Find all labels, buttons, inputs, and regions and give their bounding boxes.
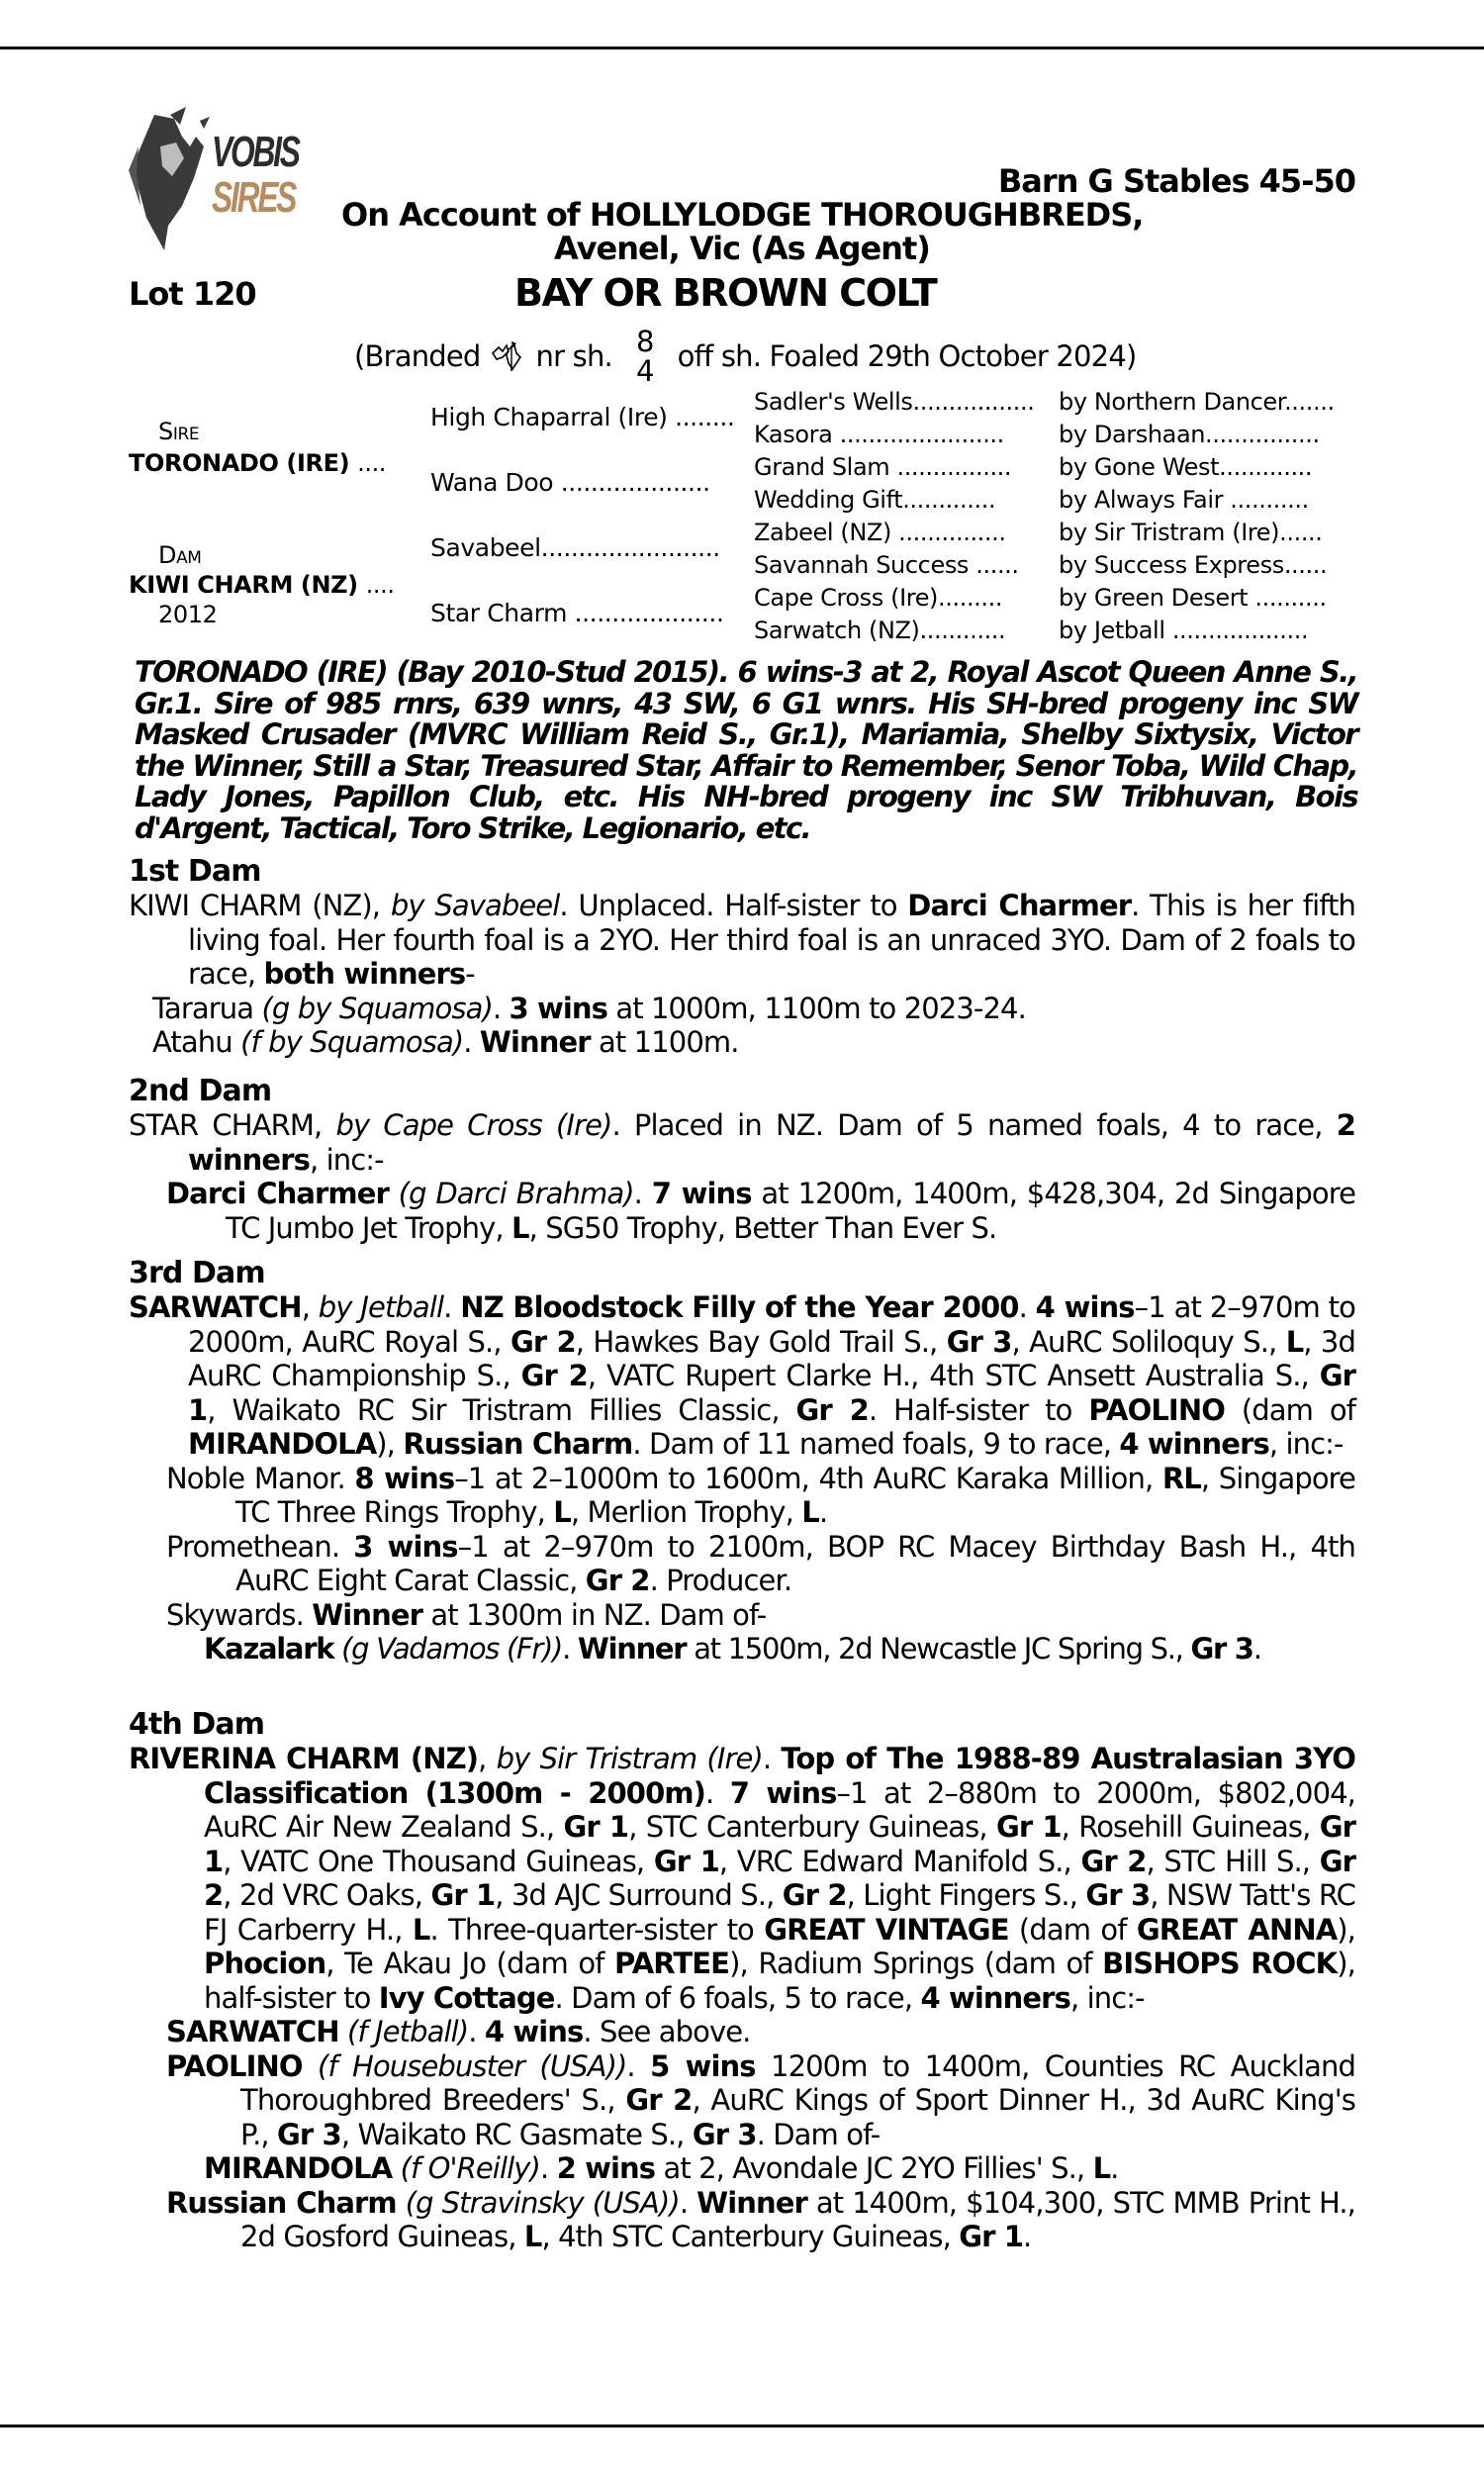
dam-label: Dam xyxy=(158,541,202,569)
text: at 1100m. xyxy=(590,1025,739,1059)
text: , Light Fingers S., xyxy=(846,1878,1086,1912)
progeny-entry xyxy=(129,1598,1355,1633)
fourth-dam-paragraph xyxy=(129,1742,1355,2015)
sire-dots: .... xyxy=(357,449,387,477)
logo-word-sires: SIRES xyxy=(212,173,296,222)
grandparent-6: Savannah Success ...... xyxy=(754,551,1019,579)
dam-year: 2012 xyxy=(158,601,218,628)
grade: Gr 2 xyxy=(625,2083,693,2117)
dam-sire: by Jetball xyxy=(318,1290,444,1324)
grade: Gr 2 xyxy=(782,1878,847,1912)
text: . xyxy=(468,2015,485,2048)
progeny-entry xyxy=(129,992,1355,1026)
dam-sire: by Savabeel xyxy=(390,889,560,922)
progeny-name: Russian Charm xyxy=(166,2185,397,2220)
progeny-name: PAOLINO xyxy=(166,2048,303,2083)
text: , Rosehill Guineas, xyxy=(1061,1810,1320,1844)
text: . Half-sister to xyxy=(868,1392,1089,1427)
bold-text: 7 wins xyxy=(729,1775,837,1810)
second-dam-paragraph: STAR CHARM, by Cape Cross (Ire). Placed in NZ. Dam of 5 named foals, 4 to race, 2 winners, inc:- xyxy=(129,1108,1355,1177)
text: . xyxy=(762,1742,782,1775)
progeny-entry xyxy=(129,1462,1355,1530)
progeny-name: SARWATCH xyxy=(166,2015,339,2048)
grade: Gr 3 xyxy=(692,2117,757,2151)
branded-prefix: (Branded xyxy=(354,339,481,373)
bold-text: 4 winners xyxy=(920,1980,1070,2015)
text: . xyxy=(492,991,510,1025)
text: , 3d AJC Surround S., xyxy=(495,1878,783,1912)
fourth-dam-section xyxy=(129,1708,1355,2254)
grade: Gr 2 xyxy=(510,1324,576,1359)
bold-text: 4 wins xyxy=(1035,1290,1135,1324)
text: ), Radium Springs (dam of xyxy=(729,1947,1103,1980)
text: . Placed in NZ. Dam of 5 named foals, 4 to race, xyxy=(611,1108,1337,1142)
third-dam-heading: 3rd Dam xyxy=(129,1256,265,1290)
text: , Hawkes Bay Gold Trail S., xyxy=(575,1324,947,1359)
text: , NSW Tatt's RC FJ Carberry H., xyxy=(204,1878,1355,1947)
text: . xyxy=(336,1461,355,1495)
grade: L xyxy=(523,2220,542,2253)
text: , inc:- xyxy=(309,1142,384,1177)
great-grandsire-5: by Sir Tristram (Ire)...... xyxy=(1059,519,1323,546)
grade: Gr 2 xyxy=(520,1359,588,1392)
text: . xyxy=(562,1632,578,1665)
text: . See above. xyxy=(583,2015,751,2048)
grand-progeny-entry xyxy=(129,1632,1355,1666)
progeny-entry xyxy=(129,2186,1355,2254)
grade: Gr 3 xyxy=(946,1324,1012,1359)
dam-sire: by Cape Cross (Ire) xyxy=(335,1108,612,1142)
vobis-sires-logo xyxy=(125,107,323,250)
bold-text: 3 wins xyxy=(509,991,608,1025)
bold-text: 2 wins xyxy=(556,2151,656,2185)
bold-text: 4 wins xyxy=(484,2015,584,2048)
progeny-name: Tararua xyxy=(152,991,254,1025)
grade: L xyxy=(412,1912,430,1947)
parent-3: Savabeel........................ xyxy=(430,533,720,562)
text: . xyxy=(295,1597,313,1632)
first-dam-heading: 1st Dam xyxy=(129,854,261,889)
sire-name-text: TORONADO (IRE) xyxy=(129,449,350,477)
horse-title: BAY OR BROWN COLT xyxy=(514,271,937,315)
text: , Singapore TC Three Rings Trophy, xyxy=(235,1461,1355,1529)
progeny-pedigree: (f Jetball) xyxy=(347,2015,469,2048)
grade: Gr 2 xyxy=(585,1564,650,1597)
brand-suffix-foaled: off sh. Foaled 29th October 2024) xyxy=(677,339,1137,373)
brand-near-shoulder: nr sh. xyxy=(535,339,612,373)
bold-name: Ivy Cottage xyxy=(378,1980,555,2015)
grade: Gr 1 xyxy=(430,1878,496,1912)
progeny-name: Promethean xyxy=(166,1529,331,1564)
great-grandsire-2: by Darshaan................ xyxy=(1059,421,1320,448)
progeny-entry xyxy=(129,1177,1355,1245)
bold-text: 2 winners xyxy=(188,1108,1355,1177)
grandparent-4: Wedding Gift............. xyxy=(754,486,996,514)
bold-name: Darci Charmer xyxy=(907,889,1132,922)
progeny-pedigree: (g by Squamosa) xyxy=(261,991,493,1025)
logo-word-vobis: VOBIS xyxy=(212,128,299,176)
text: , Waikato RC Gasmate S., xyxy=(340,2117,693,2151)
text: . xyxy=(1018,1290,1036,1324)
grandparent-1: Sadler's Wells................. xyxy=(754,388,1035,416)
bold-text: Winner xyxy=(479,1025,591,1059)
text: ), xyxy=(376,1427,404,1461)
text: –1 at 2–880m to 2000m, $802,004, AuRC Air New Zealand S., xyxy=(204,1775,1356,1844)
bold-name: PARTEE xyxy=(614,1947,730,1980)
progeny-pedigree: (f O'Reilly) xyxy=(400,2151,540,2185)
grade: Gr 1 xyxy=(188,1359,1355,1427)
sire-summary: TORONADO (IRE) (Bay 2010-Stud 2015). 6 wins-3 at 2, Royal Ascot Queen Anne S., Gr.1. Sire of 985 rnrs, 639 wnrs, 43 SW, 6 G1 wnrs. His SH-bred progeny inc SW Masked Crusader (MVRC William Reid S., Gr.1), Mariamia, Shelby Sixtysix, Victor the Winner, Still a Star, Treasured Star, Affair to Remember, Senor Toba, Wild Chap, Lady Jones, Papillon Club, etc. His NH-bred progeny inc SW Tribhuvan, Bois d'Argent, Tactical, Toro Strike, Legionario, etc. xyxy=(135,655,1357,845)
grandparent-8: Sarwatch (NZ)............ xyxy=(754,617,1006,644)
text: - xyxy=(465,957,475,991)
top-rule xyxy=(0,47,1484,49)
text: at 1400m, $104,300, STC MMB Print H., 2d Gosford Guineas, xyxy=(240,2185,1355,2253)
grandparent-3: Grand Slam ................ xyxy=(754,453,1012,481)
text: , 3d AuRC Championship S., xyxy=(188,1324,1355,1392)
text: at 1200m, 1400m, $428,304, 2d Singapore TC Jumbo Jet Trophy, xyxy=(226,1177,1356,1245)
parent-1: High Chaparral (Ire) ........ xyxy=(430,403,735,431)
grandparent-7: Cape Cross (Ire)......... xyxy=(754,584,1003,612)
text: , inc:- xyxy=(1069,1980,1145,2015)
text: , 4th STC Canterbury Guineas, xyxy=(541,2220,960,2253)
progeny-entry xyxy=(129,2049,1355,2152)
grade: L xyxy=(801,1495,819,1529)
bold-text: Winner xyxy=(312,1597,422,1632)
text: . xyxy=(705,1775,730,1810)
progeny-name: Noble Manor xyxy=(166,1461,337,1495)
text: . xyxy=(463,1025,480,1059)
text: , SG50 Trophy, Better Than Ever S. xyxy=(528,1210,997,1245)
great-grandsire-3: by Gone West............. xyxy=(1059,453,1313,481)
text: , AuRC Kings of Sport Dinner H., 3d AuRC King's P., xyxy=(240,2083,1355,2151)
text: . xyxy=(679,2185,697,2220)
text: . xyxy=(443,1290,461,1324)
bold-name: PAOLINO xyxy=(1088,1392,1225,1427)
grade: L xyxy=(511,1210,529,1245)
text: . xyxy=(818,1495,828,1529)
vendor-account: On Account of HOLLYLODGE THOROUGHBREDS, xyxy=(341,196,1144,234)
dam-sire: by Sir Tristram (Ire) xyxy=(496,1742,763,1775)
text: , 2d VRC Oaks, xyxy=(223,1878,431,1912)
grade: Gr 3 xyxy=(1085,1878,1151,1912)
text: . xyxy=(626,2048,651,2083)
text: (dam of xyxy=(1008,1912,1137,1947)
great-grandsire-1: by Northern Dancer....... xyxy=(1059,388,1335,416)
grand-progeny-entry xyxy=(129,2151,1355,2186)
lot-number: Lot 120 xyxy=(129,275,256,313)
bold-name: BISHOPS ROCK xyxy=(1102,1947,1338,1980)
parent-2: Wana Doo .................... xyxy=(430,468,710,497)
dam-name xyxy=(129,571,395,599)
third-dam-section xyxy=(129,1257,1355,1666)
grade: Gr 3 xyxy=(277,2117,341,2151)
text: , AuRC Soliloquy S., xyxy=(1011,1324,1286,1359)
bold-text: Winner xyxy=(696,2185,807,2220)
bold-name: GREAT VINTAGE xyxy=(764,1912,1009,1947)
text: . xyxy=(1252,1632,1261,1665)
text: ), half-sister to xyxy=(204,1947,1355,2015)
progeny-name: Atahu xyxy=(152,1025,232,1059)
grade: RL xyxy=(1161,1461,1201,1495)
text: , Te Akau Jo (dam of xyxy=(325,1947,615,1980)
bold-text: Top of The 1988-89 Australasian 3YO Classification (1300m - 2000m) xyxy=(204,1742,1355,1810)
progeny-name: Skywards xyxy=(166,1597,296,1632)
text: 1200m to 1400m, Counties RC Auckland Thoroughbred Breeders' S., xyxy=(240,2048,1356,2117)
text: . xyxy=(1023,2220,1032,2253)
progeny-name: Darci Charmer xyxy=(166,1177,389,1210)
grade: Gr 1 xyxy=(204,1810,1355,1878)
bold-text: 8 wins xyxy=(354,1461,455,1495)
progeny-entry xyxy=(129,1530,1355,1598)
text: , VRC Edward Manifold S., xyxy=(718,1844,1081,1878)
dam-name: SARWATCH xyxy=(129,1290,302,1324)
grade: L xyxy=(553,1495,571,1529)
bold-name: MIRANDOLA xyxy=(188,1427,377,1461)
text: . xyxy=(1110,2151,1119,2185)
bold-name: Russian Charm xyxy=(403,1427,633,1461)
bold-text: both winners xyxy=(263,957,466,991)
text: . Three-quarter-sister to xyxy=(429,1912,765,1947)
text: at 1300m in NZ. Dam of- xyxy=(422,1597,767,1632)
dam-name-text: KIWI CHARM (NZ) xyxy=(129,571,358,599)
grade: Gr 2 xyxy=(795,1392,869,1427)
brand-line xyxy=(354,327,1137,386)
great-grandsire-4: by Always Fair ........... xyxy=(1059,486,1309,514)
fourth-dam-heading: 4th Dam xyxy=(129,1707,265,1742)
text: . Dam of 11 named foals, 9 to race, xyxy=(632,1427,1120,1461)
first-dam-section xyxy=(129,855,1355,1060)
grade: Gr 2 xyxy=(204,1844,1356,1912)
grade: Gr 1 xyxy=(653,1844,719,1878)
great-grandsire-7: by Green Desert .......... xyxy=(1059,584,1327,612)
progeny-name: MIRANDOLA xyxy=(204,2151,393,2185)
progeny-pedigree: (g Stravinsky (USA)) xyxy=(405,2185,680,2220)
pedigree-table xyxy=(129,388,1375,647)
text: , Merlion Trophy, xyxy=(570,1495,802,1529)
brand-denominator: 4 xyxy=(635,354,654,388)
progeny-entry xyxy=(129,1025,1355,1060)
text: . xyxy=(330,1529,354,1564)
grade: Gr 1 xyxy=(563,1810,629,1844)
bold-text: 4 winners xyxy=(1119,1427,1269,1461)
parent-4: Star Charm .................... xyxy=(430,599,724,627)
dam-name: STAR CHARM xyxy=(129,1108,314,1142)
second-dam-section xyxy=(129,1075,1355,1245)
progeny-pedigree: (g Vadamos (Fr)) xyxy=(341,1632,563,1665)
text: . Dam of- xyxy=(756,2117,881,2151)
first-dam-paragraph: KIWI CHARM (NZ), by Savabeel. Unplaced. Half-sister to Darci Charmer. This is her fifth living foal. Her fourth foal is a 2YO. Her third foal is an unraced 3YO. Dam of 2 foals to race, both winners- xyxy=(129,889,1355,991)
text: , inc:- xyxy=(1268,1427,1344,1461)
bold-text: Winner xyxy=(577,1632,687,1665)
bold-text: NZ Bloodstock Filly of the Year 2000 xyxy=(460,1290,1019,1324)
text: . Dam of 6 foals, 5 to race, xyxy=(554,1980,921,2015)
text: at 1500m, 2d Newcastle JC Spring S., xyxy=(686,1632,1191,1665)
grandparent-5: Zabeel (NZ) ............... xyxy=(754,519,1006,546)
text: , VATC One Thousand Guineas, xyxy=(223,1844,654,1878)
bold-text: 7 wins xyxy=(651,1177,752,1210)
text: . xyxy=(633,1177,652,1210)
grade: Gr 2 xyxy=(1080,1844,1147,1878)
bold-text: 3 wins xyxy=(353,1529,458,1564)
text: , STC Canterbury Guineas, xyxy=(628,1810,996,1844)
grade: Gr 3 xyxy=(1190,1632,1253,1665)
great-grandsire-6: by Success Express...... xyxy=(1059,551,1328,579)
dam-dots: .... xyxy=(365,571,395,599)
text: –1 at 2–970m to 2000m, AuRC Royal S., xyxy=(188,1290,1355,1359)
text: –1 at 2–970m to 2100m, BOP RC Macey Birthday Bash H., 4th AuRC Eight Carat Classic, xyxy=(235,1529,1355,1597)
holly-brand-icon xyxy=(491,339,526,373)
second-dam-heading: 2nd Dam xyxy=(129,1074,272,1108)
grandparent-2: Kasora ....................... xyxy=(754,421,1004,448)
text: . xyxy=(539,2151,557,2185)
great-grandsire-8: by Jetball ................... xyxy=(1059,617,1309,644)
text: , xyxy=(478,1742,497,1775)
grade: Gr 1 xyxy=(959,2220,1024,2253)
progeny-pedigree: (f by Squamosa) xyxy=(240,1025,464,1059)
bold-text: 5 wins xyxy=(650,2048,756,2083)
brand-numerator: 8 xyxy=(635,325,654,358)
text: at 2, Avondale JC 2YO Fillies' S., xyxy=(655,2151,1093,2185)
progeny-pedigree: (g Darci Brahma) xyxy=(398,1177,634,1210)
text: . Producer. xyxy=(649,1564,792,1597)
text: –1 at 2–1000m to 1600m, 4th AuRC Karaka Million, xyxy=(454,1461,1162,1495)
third-dam-paragraph: SARWATCH, by Jetball. NZ Bloodstock Filly of the Year 2000. 4 wins–1 at 2–970m to 2000m, AuRC Royal S., Gr 2, Hawkes Bay Gold Trail S., Gr 3, AuRC Soliloquy S., L, 3d AuRC Championship S., Gr 2, VATC Rupert Clarke H., 4th STC Ansett Australia S., Gr 1, Waikato RC Sir Tristram Fillies Classic, Gr 2. Half-sister to PAOLINO (dam of MIRANDOLA), Russian Charm. Dam of 11 named foals, 9 to race, 4 winners, inc:- xyxy=(129,1290,1356,1461)
grade: L xyxy=(1092,2151,1111,2185)
brand-number-fraction xyxy=(636,327,654,386)
text: . Unplaced. Half-sister to xyxy=(559,889,908,922)
sire-name xyxy=(129,449,386,477)
grade: L xyxy=(1285,1324,1304,1359)
text: , STC Hill S., xyxy=(1146,1844,1320,1878)
grade: Gr 1 xyxy=(995,1810,1062,1844)
progeny-entry xyxy=(129,2015,1355,2049)
text: at 1000m, 1100m to 2023-24. xyxy=(607,991,1026,1025)
text: . This is her fifth living foal. Her fourth foal is a 2YO. Her third foal is an unraced 3YO. Dam of 2 foals to race, xyxy=(188,889,1355,991)
bottom-rule xyxy=(0,2425,1484,2427)
text: ), xyxy=(1337,1912,1355,1947)
text: , Waikato RC Sir Tristram Fillies Classic, xyxy=(207,1392,796,1427)
progeny-name: Kazalark xyxy=(204,1632,334,1665)
dam-name: KIWI CHARM (NZ) xyxy=(129,889,372,922)
bold-name: GREAT ANNA xyxy=(1136,1912,1338,1947)
dam-name: RIVERINA CHARM (NZ) xyxy=(129,1742,479,1775)
horse-rider-logo-icon xyxy=(125,107,216,250)
barn-stables: Barn G Stables 45-50 xyxy=(997,162,1355,200)
text: (dam of xyxy=(1224,1392,1356,1427)
bold-name: Phocion xyxy=(204,1947,326,1980)
sire-label: Sire xyxy=(158,418,200,445)
progeny-pedigree: (f Housebuster (USA)) xyxy=(317,2048,627,2083)
vendor-location: Avenel, Vic (As Agent) xyxy=(554,230,930,267)
text: , VATC Rupert Clarke H., 4th STC Ansett Australia S., xyxy=(587,1359,1320,1392)
